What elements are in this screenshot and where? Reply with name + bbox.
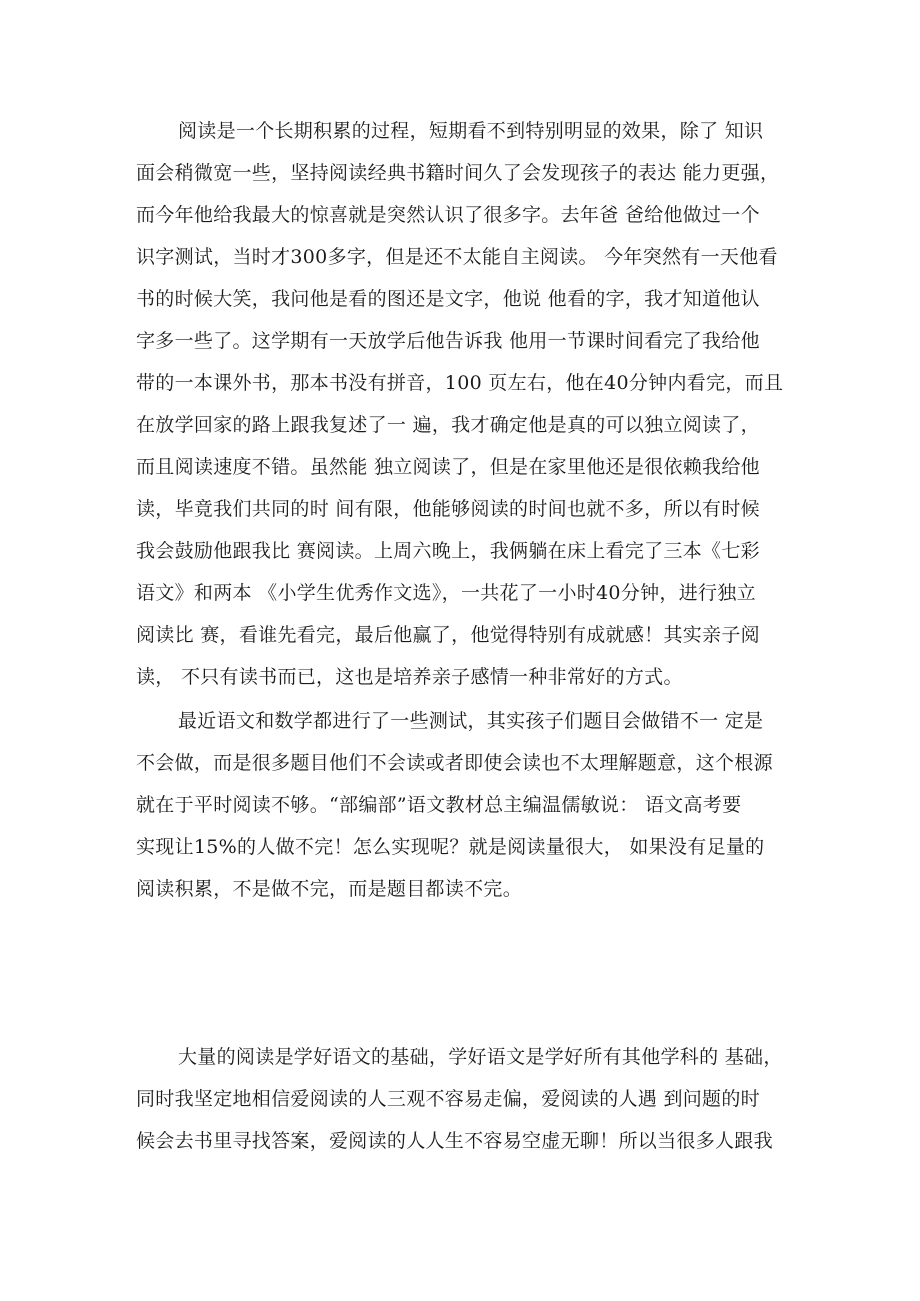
- paragraph-line: 大量的阅读是学好语文的基础，学好语文是学好所有其他学科的 基础，: [178, 1046, 783, 1068]
- paragraph-line: 实现让15%的人做不完！怎么实现呢？就是阅读量很大， 如果没有足量的: [136, 836, 765, 858]
- paragraph-line: 最近语文和数学都进行了一些测试，其实孩子们题目会做错不一 定是: [178, 710, 764, 732]
- paragraph-line: 字多一些了。这学期有一天放学后他告诉我 他用一节课时间看完了我给他: [136, 330, 760, 352]
- paragraph-line: 就在于平时阅读不够。“部编部”语文教材总主编温儒敏说： 语文高考要: [136, 794, 742, 816]
- paragraph-line: 读， 不只有读书而已，这也是培养亲子感情一种非常好的方式。: [136, 666, 683, 688]
- paragraph-line: 阅读是一个长期积累的过程，短期看不到特别明显的效果，除了 知识: [178, 120, 764, 142]
- paragraph-line: 面会稍微宽一些，坚持阅读经典书籍时间久了会发现孩子的表达 能力更强，: [136, 162, 780, 184]
- paragraph-line: 识字测试，当时才300多字，但是还不太能自主阅读。 今年突然有一天他看: [136, 246, 778, 268]
- paragraph-line: 阅读积累，不是做不完，而是题目都读不完。: [136, 878, 523, 900]
- paragraph-line: 而今年他给我最大的惊喜就是突然认识了很多字。去年爸 爸给他做过一个: [136, 204, 760, 226]
- paragraph-line: 我会鼓励他跟我比 赛阅读。上周六晚上，我俩躺在床上看完了三本《七彩: [136, 540, 760, 562]
- paragraph-line: 不会做，而是很多题目他们不会读或者即使会读也不太理解题意，这个根源: [136, 752, 773, 774]
- paragraph-line: 书的时候大笑，我问他是看的图还是文字，他说 他看的字，我才知道他认: [136, 288, 760, 310]
- paragraph-line: 在放学回家的路上跟我复述了一 遍，我才确定他是真的可以独立阅读了，: [136, 414, 760, 436]
- paragraph-line: 读，毕竟我们共同的时 间有限，他能够阅读的时间也就不多，所以有时候: [136, 498, 760, 520]
- paragraph-line: 阅读比 赛，看谁先看完，最后他赢了，他觉得特别有成就感！其实亲子阅: [136, 624, 760, 646]
- paragraph-line: 带的一本课外书，那本书没有拼音，100 页左右，他在40分钟内看完，而且: [136, 372, 784, 394]
- paragraph-line: 同时我坚定地相信爱阅读的人三观不容易走偏，爱阅读的人遇 到问题的时: [136, 1088, 760, 1110]
- paragraph-line: 候会去书里寻找答案，爱阅读的人人生不容易空虚无聊！所以当很多人跟我: [136, 1130, 773, 1152]
- paragraph-line: 语文》和两本 《小学生优秀作文选》，一共花了一小时40分钟，进行独立: [136, 582, 756, 604]
- paragraph-line: 而且阅读速度不错。虽然能 独立阅读了，但是在家里他还是很依赖我给他: [136, 456, 760, 478]
